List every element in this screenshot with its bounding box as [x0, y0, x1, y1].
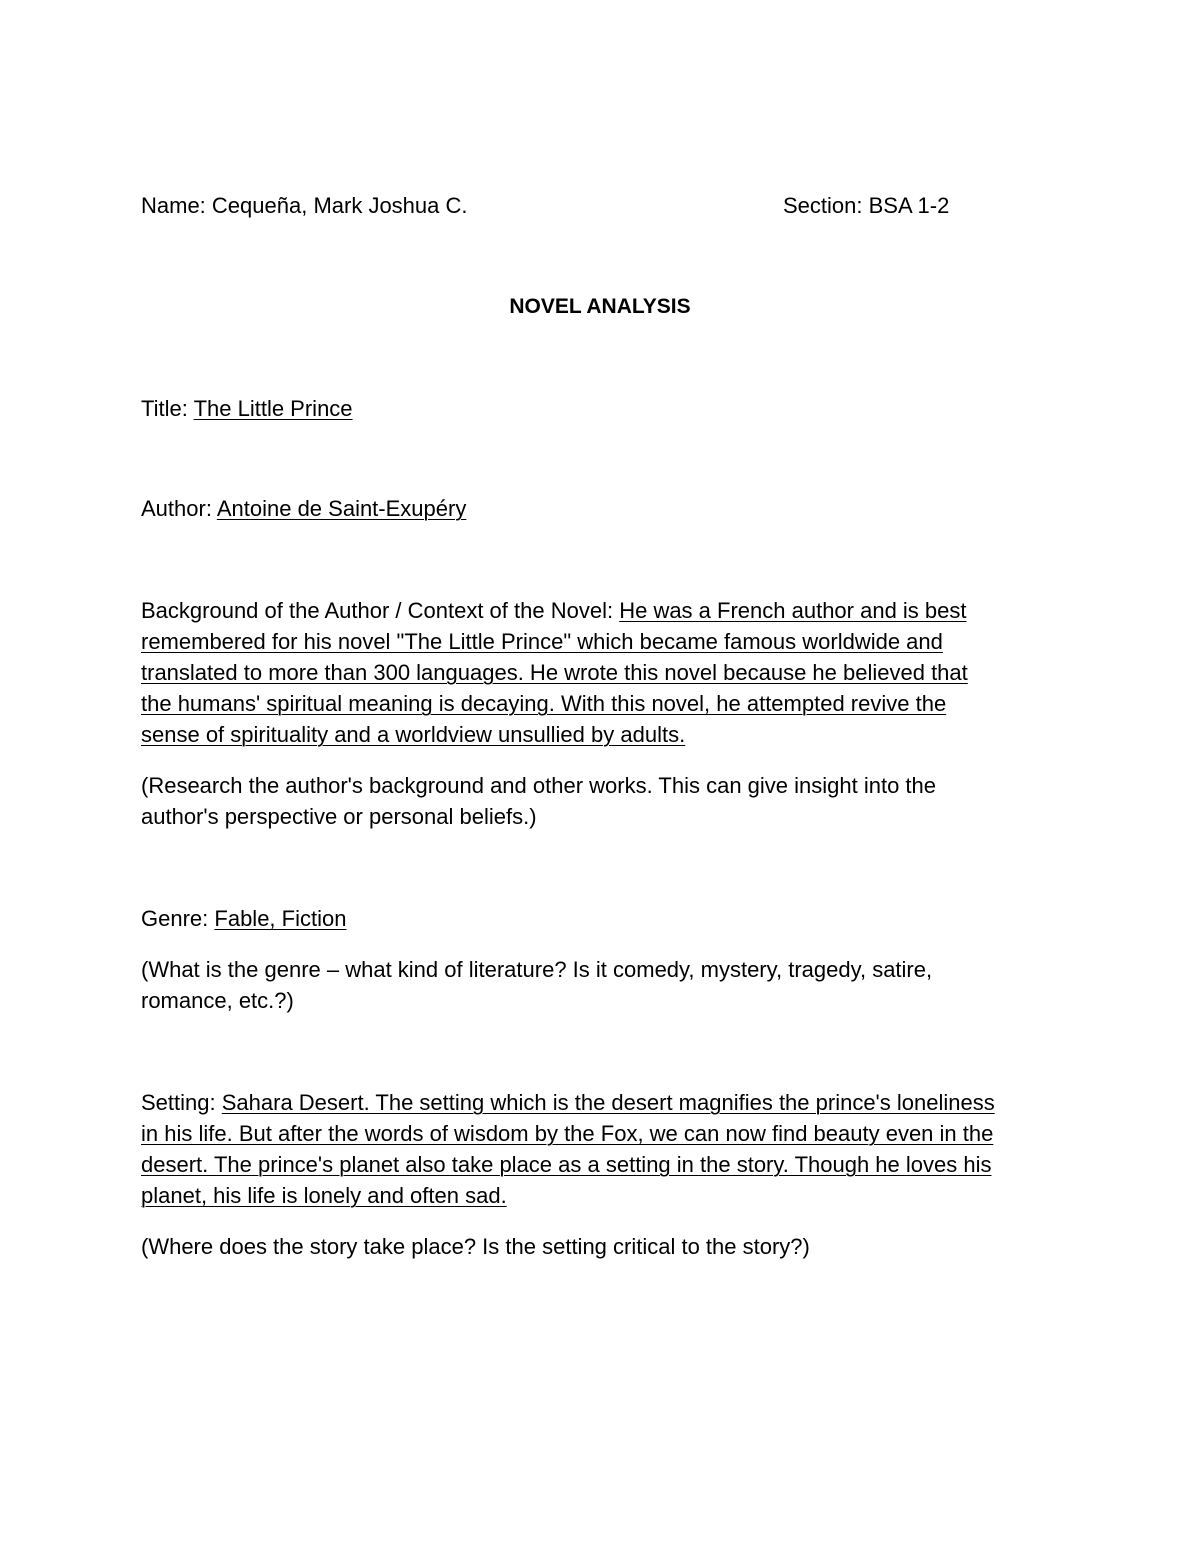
background-line-2: remembered for his novel "The Little Prince" which became famous worldwide and — [141, 629, 943, 654]
name-label: Name: — [141, 193, 206, 218]
genre-value: Fable, Fiction — [214, 906, 347, 931]
background-line-1 — [141, 598, 967, 624]
section-value: BSA 1-2 — [868, 193, 950, 218]
genre-field — [141, 906, 346, 932]
background-hint-1: (Research the author's background and other works. This can give insight into the — [141, 773, 937, 798]
setting-line-2: in his life. But after the words of wisdom by the Fox, we can now find beauty even in the — [141, 1121, 994, 1146]
setting-label: Setting: — [141, 1090, 216, 1115]
background-hint-2: author's perspective or personal beliefs.) — [141, 804, 537, 829]
title-field — [141, 396, 353, 422]
background-line-5: sense of spirituality and a worldview unsullied by adults. — [141, 722, 686, 747]
section-line — [783, 193, 949, 219]
title-value: The Little Prince — [193, 396, 353, 421]
setting-text: Sahara Desert. The setting which is the desert magnifies the prince's loneliness — [221, 1090, 995, 1115]
background-text: He was a French author and is best — [619, 598, 967, 623]
setting-line-3: desert. The prince's planet also take place as a setting in the story. Though he loves his — [141, 1152, 992, 1177]
author-field — [141, 496, 466, 522]
background-label: Background of the Author / Context of the Novel: — [141, 598, 614, 623]
title-label: Title: — [141, 396, 188, 421]
genre-hint-1: (What is the genre – what kind of literature? Is it comedy, mystery, tragedy, satire, — [141, 957, 933, 982]
background-line-3: translated to more than 300 languages. He wrote this novel because he believed that — [141, 660, 968, 685]
background-line-4: the humans' spiritual meaning is decaying. With this novel, he attempted revive the — [141, 691, 947, 716]
name-value: Cequeña, Mark Joshua C. — [211, 193, 468, 218]
genre-hint-2: romance, etc.?) — [141, 988, 294, 1013]
setting-line-4: planet, his life is lonely and often sad. — [141, 1183, 507, 1208]
setting-hint: (Where does the story take place? Is the setting critical to the story?) — [141, 1234, 810, 1259]
section-label: Section: — [783, 193, 863, 218]
author-value: Antoine de Saint-Exupéry — [216, 496, 467, 521]
setting-line-1 — [141, 1090, 995, 1116]
genre-label: Genre: — [141, 906, 209, 931]
name-line — [141, 193, 468, 219]
document-title: NOVEL ANALYSIS — [509, 295, 691, 318]
author-label: Author: — [141, 496, 212, 521]
